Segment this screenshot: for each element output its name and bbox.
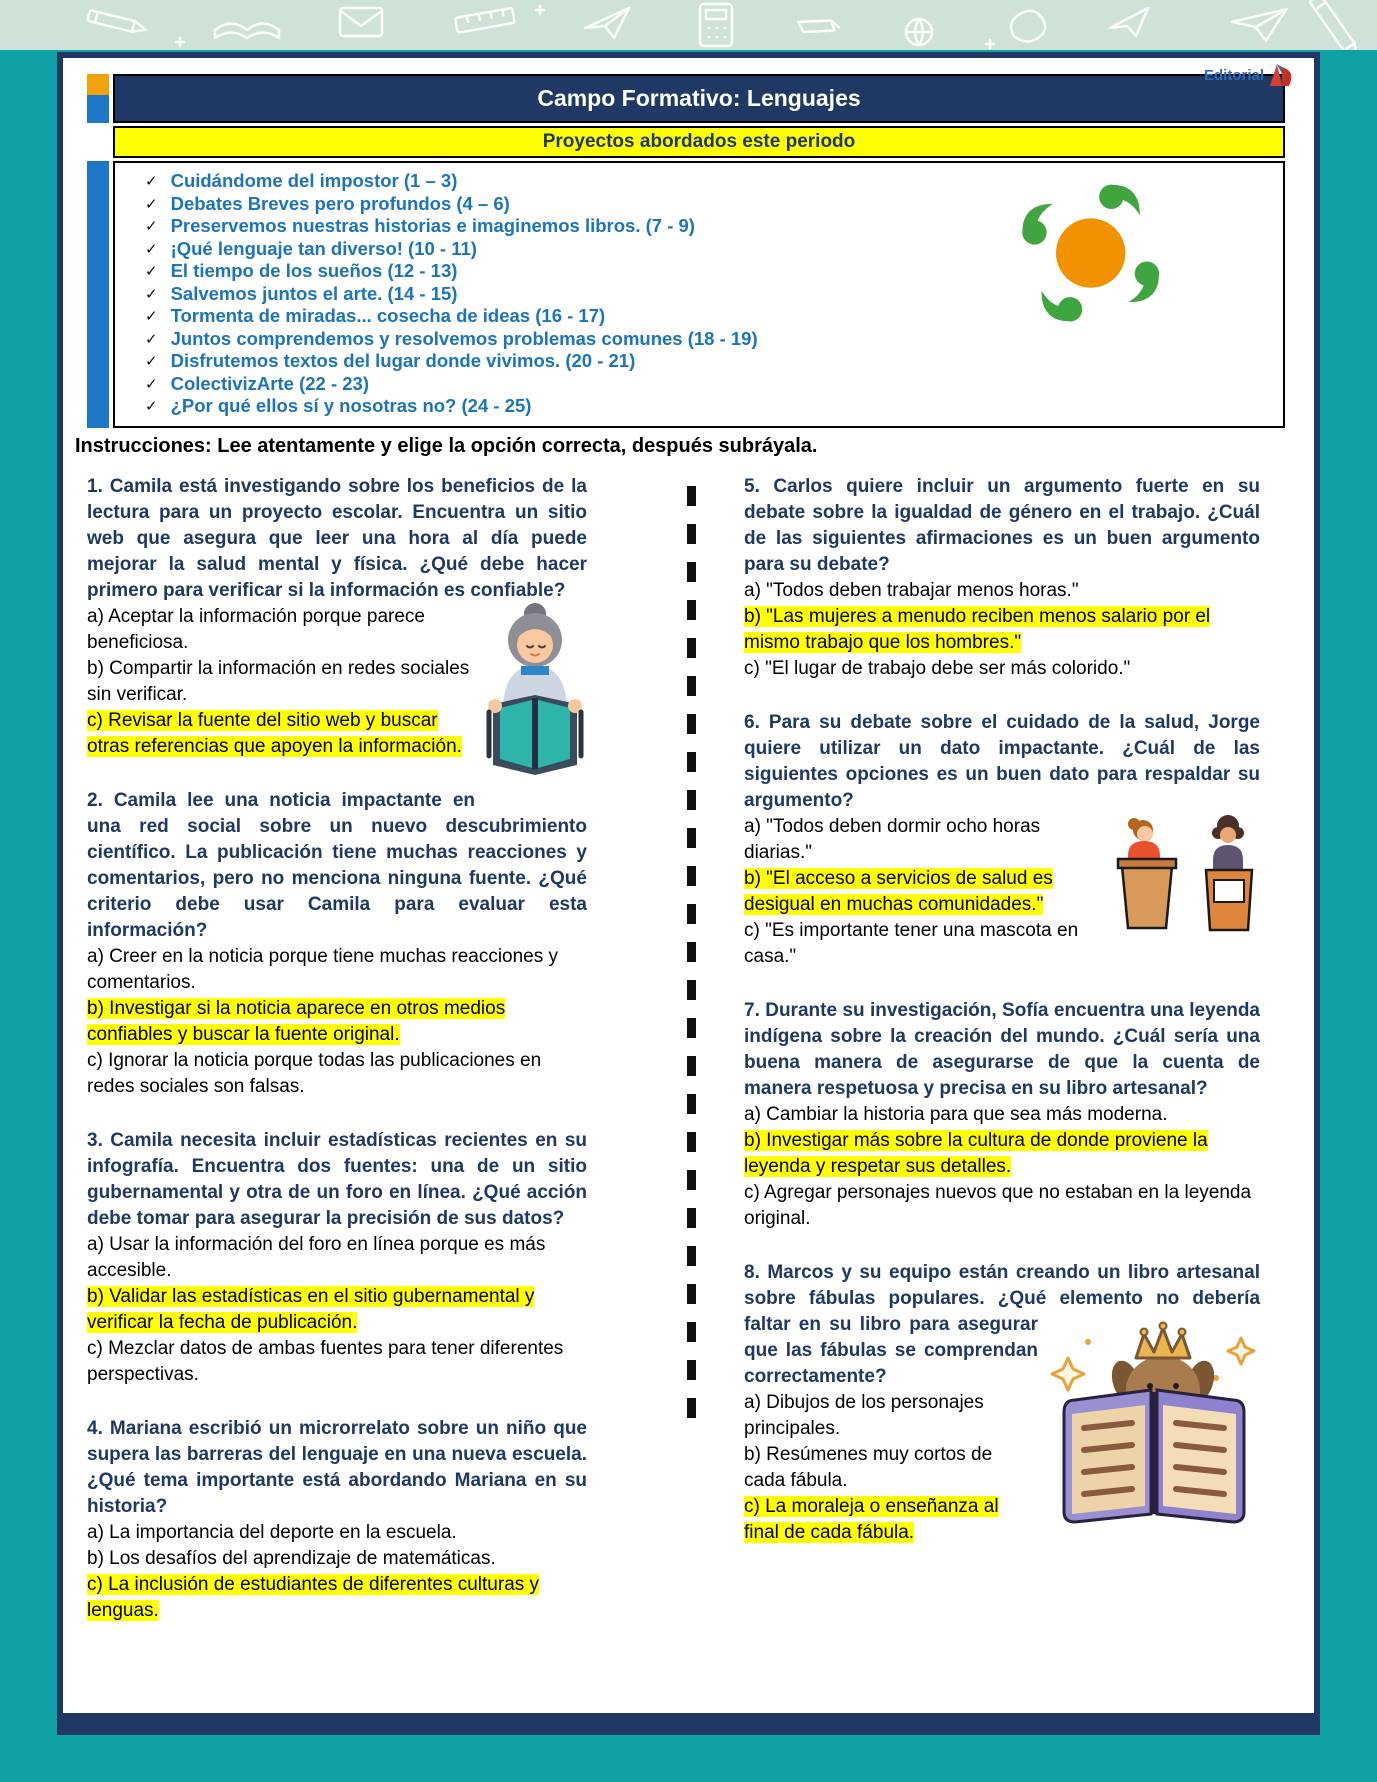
options [87, 1232, 587, 1388]
project-item: ✓ El tiempo de los sueños (12 - 13) [145, 260, 458, 281]
checkmark-icon: ✓ [145, 195, 158, 213]
spacer-cell [87, 126, 109, 158]
option-b [744, 1128, 1260, 1180]
checkmark-icon: ✓ [145, 308, 158, 325]
question-text: 7. Durante su investigación, Sofía encuentra una leyenda indígena sobre la creación del mundo. ¿Cuál sería una buena manera de asegurarse de que la cuenta de manera respetuosa y precisa en su libro artesanal? [744, 999, 1260, 1099]
project-item: ✓ ColectivizArte (22 - 23) [145, 372, 370, 394]
checkmark-icon: ✓ [145, 263, 158, 280]
fable-book-with-crowned-dog-icon [1048, 1316, 1260, 1524]
question-5 [744, 474, 1260, 682]
document-sheet [57, 52, 1320, 1735]
accent-squares [87, 74, 109, 123]
options [87, 604, 587, 760]
highlighted-answer: b) "El acceso a servicios de salud es desigual en muchas comunidades." [744, 867, 1053, 915]
option-a: a) Aceptar la información porque parece beneficiosa. [87, 605, 425, 653]
checkmark-icon: ✓ [145, 218, 158, 235]
project-item: ✓ Juntos comprendemos y resolvemos problemas comunes (18 - 19) [145, 327, 758, 349]
questions-area [63, 474, 1314, 1652]
option-c: c) Agregar personajes nuevos que no estaban en la leyenda original. [744, 1181, 1252, 1229]
question-text: 4. Mariana escribió un microrrelato sobre un niño que supera las barreras del lenguaje en una nueva escuela. ¿Qué tema importante está abordando Mariana en su historia? [87, 1417, 587, 1517]
option-a: a) Creer en la noticia porque tiene muchas reacciones y comentarios. [87, 945, 559, 993]
option-a: a) "Todos deben dormir ocho horas diarias." [744, 815, 1041, 863]
project-item: ✓ Tormenta de miradas... cosecha de ideas (16 - 17) [145, 305, 606, 326]
editorial-md-logo-icon [1268, 62, 1298, 88]
highlighted-answer: b) "Las mujeres a menudo reciben menos salario por el mismo trabajo que los hombres." [744, 605, 1211, 653]
question-2 [87, 788, 587, 1100]
header-title-row [87, 74, 1285, 123]
left-column [87, 474, 587, 1652]
checkmark-icon: ✓ [145, 375, 158, 393]
projects-list [113, 161, 1285, 428]
highlighted-answer: b) Investigar más sobre la cultura de donde proviene la leyenda y respetar sus detalles. [744, 1129, 1208, 1177]
option-c: c) Mezclar datos de ambas fuentes para tener diferentes perspectivas. [87, 1337, 564, 1385]
publisher-name: Editorial [1203, 66, 1264, 84]
projects-row [87, 161, 1285, 428]
options [744, 1102, 1260, 1232]
question-4 [87, 1416, 587, 1624]
option-a: a) Dibujos de los personajes principales. [744, 1391, 984, 1439]
question-3 [87, 1128, 587, 1388]
option-c: c) "Es importante tener una mascota en casa." [744, 919, 1079, 967]
project-item: ✓ ¡Qué lenguaje tan diverso! (10 - 11) [145, 237, 477, 259]
question-text: 2. Camila lee una noticia impactante en una red social sobre un nuevo descubrimiento científico. La publicación tiene muchas reacciones y comentarios, pero no menciona ninguna fuente. ¿Qué criterio debe usar Camila para evaluar esta información? [87, 789, 587, 941]
option-b [87, 996, 587, 1048]
question-text: 8. Marcos y su equipo están creando un libro artesanal sobre fábulas populares. ¿Qué elemento no debería faltar en su libro para asegurar que las fábulas se comprendan correctamente? [744, 1260, 1260, 1390]
blue-square [87, 95, 109, 123]
highlighted-answer: c) Revisar la fuente del sitio web y buscar otras referencias que apoyen la información. [87, 709, 462, 757]
question-text: 5. Carlos quiere incluir un argumento fuerte en su debate sobre la igualdad de género en el trabajo. ¿Cuál de las siguientes afirmaciones es un buen argumento para su debate? [744, 475, 1260, 575]
highlighted-answer: b) Validar las estadísticas en el sitio gubernamental y verificar la fecha de publicación. [87, 1285, 535, 1333]
debate-podiums-icon [1112, 814, 1260, 934]
project-item: ✓ Cuidándome del impostor (1 – 3) [145, 170, 458, 191]
checkmark-icon: ✓ [145, 173, 158, 190]
project-item: ✓ Disfrutemos textos del lugar donde vivimos. (20 - 21) [145, 350, 636, 371]
option-a: a) "Todos deben trabajar menos horas." [744, 579, 1079, 601]
checkmark-icon: ✓ [145, 240, 158, 258]
header-table [87, 74, 1285, 428]
option-b [744, 604, 1260, 656]
student-reading-book-icon [483, 600, 587, 800]
project-item: ✓ Preservemos nuestras historias e imaginemos libros. (7 - 9) [145, 215, 695, 236]
question-text: 6. Para su debate sobre el cuidado de la salud, Jorge quiere utilizar un dato impactante. ¿Cuál de las siguientes opciones es un buen dato para respaldar su argumento? [744, 711, 1260, 811]
option-b: b) Compartir la información en redes sociales sin verificar. [87, 657, 470, 705]
option-a: a) La importancia del deporte en la escuela. [87, 1521, 457, 1543]
options [87, 944, 587, 1100]
question-text: 3. Camila necesita incluir estadísticas recientes en su infografía. Encuentra dos fuentes: una de un sitio gubernamental y otra de un foro en línea. ¿Qué acción debe tomar para asegurar la precisión de sus datos? [87, 1129, 587, 1229]
blue-side-bar [87, 161, 109, 428]
project-item: ✓ ¿Por qué ellos sí y nosotras no? (24 - 25) [145, 395, 532, 416]
checkmark-icon: ✓ [145, 330, 158, 348]
option-a: a) Usar la información del foro en línea porque es más accesible. [87, 1233, 546, 1281]
project-item: ✓ Debates Breves pero profundos (4 – 6) [145, 192, 510, 214]
checkmark-icon: ✓ [145, 398, 158, 415]
school-supplies-doodles-icon [0, 0, 1377, 50]
publisher-brand [1204, 62, 1298, 88]
options [744, 578, 1260, 682]
option-b [87, 1284, 587, 1336]
question-7 [744, 998, 1260, 1232]
page-title: Campo Formativo: Lenguajes [113, 74, 1285, 123]
option-c: c) Ignorar la noticia porque todas las publicaciones en redes sociales son falsas. [87, 1049, 542, 1097]
question-1 [87, 474, 587, 760]
instructions-line: Instrucciones: Lee atentamente y elige la opción correcta, después subráyala. [75, 434, 818, 457]
option-c: c) "El lugar de trabajo debe ser más colorido." [744, 657, 1131, 679]
option-b: b) Resúmenes muy cortos de cada fábula. [744, 1443, 993, 1491]
question-text: 1. Camila está investigando sobre los beneficios de la lectura para un proyecto escolar. Encuentra un sitio web que asegura que leer una hora al día puede mejorar la salud mental y física. ¿Qué debe hacer primero para verificar si la información es confiable? [87, 475, 587, 601]
question-6 [744, 710, 1260, 970]
option-b: b) Los desafíos del aprendizaje de matemáticas. [87, 1547, 496, 1569]
quotation-pinwheel-logo-icon [997, 165, 1175, 343]
column-divider [687, 486, 696, 1436]
project-item: ✓ Salvemos juntos el arte. (14 - 15) [145, 282, 458, 304]
option-c [87, 1572, 587, 1624]
section-subtitle: Proyectos abordados este periodo [113, 126, 1285, 158]
school-doodles-band [0, 0, 1377, 50]
highlighted-answer: c) La moraleja o enseñanza al final de cada fábula. [744, 1495, 999, 1543]
options [744, 814, 1260, 970]
question-8 [744, 1260, 1260, 1546]
highlighted-answer: b) Investigar si la noticia aparece en otros medios confiables y buscar la fuente original. [87, 997, 506, 1045]
right-column [744, 474, 1260, 1652]
header-subtitle-row [87, 126, 1285, 158]
checkmark-icon: ✓ [145, 353, 158, 370]
checkmark-icon: ✓ [145, 285, 158, 303]
options [87, 1520, 587, 1624]
highlighted-answer: c) La inclusión de estudiantes de diferentes culturas y lenguas. [87, 1573, 540, 1621]
option-a: a) Cambiar la historia para que sea más moderna. [744, 1103, 1168, 1125]
orange-square [87, 74, 109, 95]
